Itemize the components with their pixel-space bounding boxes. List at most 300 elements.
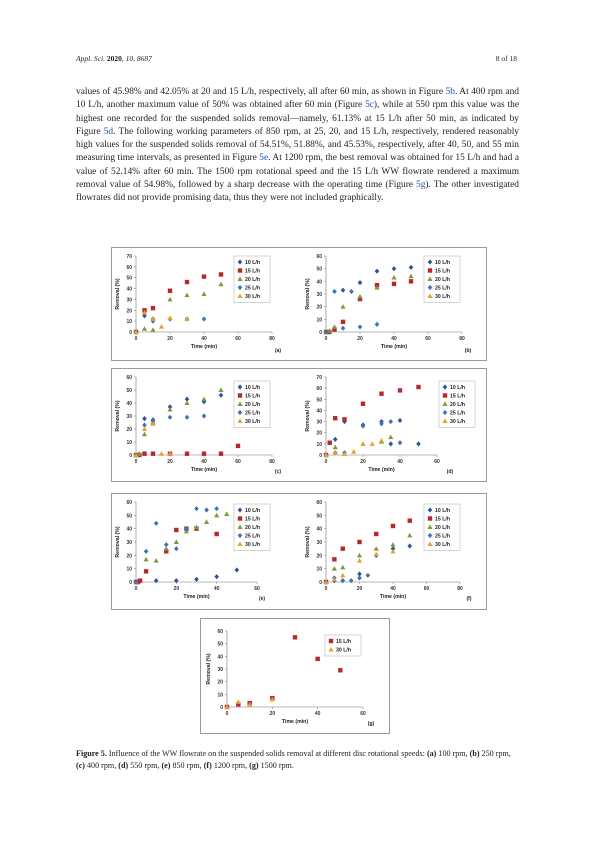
data-point	[357, 558, 362, 563]
legend-marker	[428, 516, 432, 520]
y-tick-label: 40	[316, 526, 322, 533]
data-point	[194, 506, 199, 511]
data-point	[144, 569, 148, 573]
legend-label: 20 L/h	[435, 525, 450, 531]
data-point	[375, 322, 380, 327]
data-point	[342, 451, 347, 456]
data-point	[142, 426, 147, 431]
y-tick-label: 0	[319, 330, 322, 336]
x-axis-label: Time (min)	[380, 344, 408, 350]
y-tick-label: 50	[316, 266, 322, 273]
caption-panel-speed: 250 rpm,	[479, 749, 511, 758]
data-point	[332, 566, 337, 571]
data-point	[138, 578, 142, 582]
legend-label: 20 L/h	[245, 525, 260, 531]
y-tick-label: 20	[126, 553, 132, 560]
data-point	[357, 575, 362, 580]
figure-5-row-3-svg	[112, 494, 486, 609]
data-point	[407, 533, 412, 538]
x-tick-label: 60	[254, 586, 260, 592]
x-tick-label: 0	[324, 586, 328, 592]
chart-legend	[234, 256, 270, 303]
data-point	[349, 289, 354, 294]
legend-label: 25 L/h	[450, 410, 465, 417]
legend-label: 30 L/h	[245, 542, 260, 548]
data-point	[341, 320, 345, 324]
data-point	[219, 452, 223, 456]
x-tick-label: 0	[134, 336, 138, 342]
y-tick-label: 50	[126, 513, 132, 520]
legend-label: 15 L/h	[245, 516, 260, 523]
caption-panel-letter: (a)	[426, 749, 437, 758]
data-point	[390, 549, 395, 554]
y-tick-label: 10	[316, 441, 322, 448]
data-point	[202, 274, 206, 278]
y-tick-label: 30	[126, 297, 132, 304]
y-tick-label: 0	[129, 580, 132, 586]
y-tick-label: 70	[316, 375, 322, 381]
data-point	[349, 578, 354, 583]
data-point	[338, 668, 342, 672]
y-tick-label: 10	[316, 566, 322, 573]
y-axis-label: Removal (%)	[305, 526, 311, 558]
y-tick-label: 40	[217, 654, 223, 661]
data-point	[341, 546, 345, 550]
legend-label: 10 L/h	[245, 508, 260, 514]
y-tick-label: 50	[316, 397, 322, 404]
running-header-journal: Appl. Sci. 2020, 10, 8687	[76, 54, 152, 63]
data-point	[174, 578, 179, 583]
y-tick-label: 40	[126, 286, 132, 293]
x-tick-label: 60	[235, 336, 241, 342]
y-tick-label: 20	[217, 679, 223, 686]
panel-label: (f)	[466, 596, 472, 602]
data-point	[340, 304, 345, 309]
data-point	[202, 316, 207, 321]
data-point	[151, 452, 155, 456]
data-point	[167, 315, 172, 320]
data-point	[342, 417, 346, 421]
legend-label: 30 L/h	[435, 542, 450, 548]
data-point	[168, 289, 172, 293]
data-point	[333, 437, 338, 442]
figure-caption	[76, 748, 519, 772]
legend-label: 30 L/h	[245, 294, 260, 300]
x-tick-label: 80	[459, 336, 465, 342]
data-point	[388, 441, 393, 446]
data-point	[351, 449, 356, 454]
y-axis-label: Removal (%)	[115, 278, 121, 310]
data-point	[214, 532, 218, 536]
legend-label: 20 L/h	[450, 402, 465, 408]
x-tick-label: 60	[235, 459, 241, 465]
data-point	[379, 392, 383, 396]
data-point	[398, 388, 402, 392]
legend-label: 25 L/h	[435, 285, 450, 292]
data-point	[388, 435, 393, 440]
data-point	[332, 577, 337, 582]
y-tick-label: 40	[126, 401, 132, 407]
data-point	[391, 524, 395, 528]
x-tick-label: 60	[423, 586, 430, 592]
data-point	[214, 574, 219, 579]
y-tick-label: 40	[126, 526, 132, 533]
y-tick-label: 50	[126, 275, 132, 282]
data-point	[154, 558, 159, 563]
data-point	[332, 557, 336, 561]
caption-panel-speed: 100 rpm,	[436, 749, 470, 758]
y-tick-label: 20	[316, 304, 322, 311]
legend-label: 10 L/h	[245, 260, 260, 266]
x-tick-label: 60	[425, 336, 431, 342]
data-point	[167, 407, 172, 412]
y-tick-label: 60	[316, 500, 322, 506]
legend-marker	[238, 393, 242, 397]
figure-ref-link[interactable]: 5g	[416, 179, 426, 190]
data-point	[202, 452, 206, 456]
y-tick-label: 60	[217, 629, 223, 635]
x-tick-label: 60	[360, 711, 366, 717]
data-point	[361, 402, 365, 406]
legend-label: 10 L/h	[450, 385, 465, 391]
x-tick-label: 60	[434, 459, 440, 465]
data-point	[388, 419, 393, 424]
y-tick-label: 50	[126, 388, 132, 394]
paragraph-text: ), while at 550 rpm this value was the highest one recorded for the suspended solids removal—namely, 61.13% at 15 L/h after 50 min, as indicated by Figure	[76, 100, 519, 137]
legend-marker	[443, 393, 447, 397]
legend-marker	[238, 516, 242, 520]
chart-panel-d	[305, 375, 475, 475]
data-point	[142, 452, 146, 456]
caption-panel-letter: (b)	[469, 749, 480, 758]
legend-label: 20 L/h	[245, 277, 260, 283]
data-point	[379, 438, 384, 443]
x-tick-label: 20	[360, 459, 366, 465]
data-point	[174, 539, 179, 544]
y-tick-label: 40	[316, 408, 322, 415]
data-point	[333, 416, 337, 420]
legend-label: 30 L/h	[435, 294, 450, 300]
data-point	[374, 551, 379, 556]
caption-panel-letter: (c)	[76, 761, 85, 770]
data-point	[332, 289, 337, 294]
chart-legend	[234, 504, 270, 551]
legend-label: 10 L/h	[435, 260, 450, 266]
y-tick-label: 30	[316, 540, 322, 546]
data-point	[333, 445, 338, 450]
data-point	[159, 451, 164, 456]
x-tick-label: 20	[167, 336, 173, 342]
x-axis-label: Time (min)	[281, 719, 309, 725]
chart-panel-b	[305, 254, 472, 354]
data-point	[167, 297, 172, 302]
data-point	[357, 294, 362, 299]
legend-label: 15 L/h	[450, 393, 465, 400]
caption-panel-speed: 1500 rpm.	[258, 761, 294, 770]
x-axis-label: Time (min)	[368, 467, 395, 473]
y-tick-label: 60	[126, 264, 132, 271]
y-tick-label: 0	[319, 453, 322, 459]
x-axis-label: Time (min)	[379, 594, 407, 600]
data-point	[184, 292, 189, 297]
data-point	[416, 385, 420, 389]
data-point	[159, 324, 164, 329]
x-tick-label: 0	[225, 711, 229, 717]
data-point	[408, 518, 412, 522]
data-point	[328, 441, 332, 445]
y-axis-label: Removal (%)	[115, 400, 121, 432]
y-tick-label: 10	[126, 319, 132, 326]
x-tick-label: 20	[269, 711, 276, 717]
legend-label: 10 L/h	[435, 508, 450, 514]
x-tick-label: 0	[134, 586, 138, 592]
data-point	[202, 413, 207, 418]
body-paragraph	[76, 86, 519, 205]
chart-legend	[424, 256, 460, 303]
y-tick-label: 20	[316, 430, 322, 437]
chart-panel-f	[305, 500, 472, 602]
data-point	[214, 513, 219, 518]
data-point	[150, 327, 155, 332]
data-point	[214, 506, 219, 511]
legend-marker	[329, 639, 333, 643]
caption-panel-letter: (f)	[203, 761, 212, 770]
data-point	[194, 577, 199, 582]
chart-panel-e	[115, 500, 270, 602]
paragraph-text: values of 45.98% and 42.05% at 20 and 15 L/h, respectively, all after 60 min, as shown in Figure	[76, 87, 446, 97]
y-tick-label: 0	[319, 580, 322, 586]
data-point	[218, 387, 223, 392]
data-point	[374, 532, 378, 536]
x-axis-label: Time (min)	[190, 344, 218, 350]
caption-label: Figure 5.	[76, 749, 107, 758]
caption-panel-speed: 550 rpm,	[128, 761, 162, 770]
data-point	[370, 441, 375, 446]
figure-5-row-3	[111, 493, 487, 610]
data-point	[151, 306, 155, 310]
data-point	[392, 266, 397, 271]
data-point	[358, 324, 363, 329]
y-tick-label: 70	[126, 254, 132, 260]
y-tick-label: 40	[316, 279, 322, 286]
chart-legend	[439, 381, 475, 428]
figure-5-row-4-svg	[201, 619, 389, 733]
legend-label: 30 L/h	[245, 419, 260, 425]
running-header-page: 8 of 18	[495, 54, 517, 63]
x-tick-label: 20	[357, 336, 363, 342]
data-point	[358, 280, 363, 285]
legend-label: 25 L/h	[245, 285, 260, 292]
y-tick-label: 0	[220, 705, 223, 711]
figure-ref-link[interactable]: 5c	[365, 100, 374, 111]
data-point	[204, 507, 209, 512]
legend-label: 25 L/h	[245, 410, 260, 417]
figure-5-row-2	[111, 368, 487, 482]
legend-label: 15 L/h	[245, 393, 260, 400]
data-point	[219, 272, 223, 276]
data-point	[224, 511, 229, 516]
x-tick-label: 0	[324, 459, 328, 465]
data-point	[218, 282, 223, 287]
x-tick-label: 20	[356, 586, 363, 592]
data-point	[293, 635, 297, 639]
panel-label: (e)	[258, 596, 266, 602]
x-tick-label: 80	[269, 336, 275, 342]
caption-panel-speed: 400 rpm,	[84, 761, 119, 770]
x-tick-label: 40	[397, 459, 403, 465]
data-point	[332, 324, 337, 329]
data-point	[201, 397, 206, 402]
data-point	[357, 553, 362, 558]
x-tick-label: 40	[201, 336, 207, 342]
x-tick-label: 0	[134, 459, 138, 465]
y-tick-label: 10	[316, 317, 322, 324]
panel-label: (b)	[464, 348, 472, 354]
data-point	[340, 573, 345, 578]
data-point	[340, 578, 345, 583]
data-point	[341, 326, 346, 331]
panel-label: (a)	[274, 348, 282, 354]
chart-legend	[325, 635, 361, 656]
data-point	[366, 573, 371, 578]
data-point	[407, 543, 412, 548]
caption-text: Influence of the WW flowrate on the suspended solids removal at different disc rotational speeds:	[106, 749, 427, 758]
chart-panel-a	[115, 254, 281, 354]
x-tick-label: 20	[173, 586, 180, 592]
y-tick-label: 30	[316, 419, 322, 426]
figure-ref-link[interactable]: 5d	[103, 126, 114, 137]
x-tick-label: 40	[201, 459, 207, 465]
data-point	[143, 557, 148, 562]
paragraph-text: . At 400 rpm and 10 L/h, another maximum value of 50% was obtained after 60 min (Figure	[76, 87, 519, 111]
data-point	[185, 280, 189, 284]
data-point	[315, 657, 319, 661]
y-tick-label: 30	[126, 414, 132, 420]
paragraph-text: . The following working parameters of 850 rpm, at 25, 20, and 15 L/h, respectively, rendered reasonably high values for the suspended solids removal of 54.51%, 51.88%, and 45.53%, respectively, after 40, 50, and 55 min measuring time intervals, as presented in Figure	[76, 126, 519, 164]
x-axis-label: Time (min)	[183, 594, 210, 600]
legend-label: 25 L/h	[245, 533, 260, 540]
y-tick-label: 20	[126, 308, 132, 315]
y-tick-label: 0	[129, 453, 132, 459]
data-point	[174, 528, 178, 532]
data-point	[154, 578, 159, 583]
data-point	[236, 444, 240, 448]
x-axis-label: Time (min)	[190, 467, 218, 473]
data-point	[236, 699, 241, 704]
data-point	[174, 546, 179, 551]
y-tick-label: 50	[316, 513, 322, 520]
figure-5-row-1	[111, 247, 487, 361]
caption-panel-letter: (e)	[161, 761, 171, 770]
data-point	[340, 565, 345, 570]
legend-label: 20 L/h	[245, 402, 260, 408]
figure-5-row-2-svg	[112, 369, 486, 481]
legend-label: 10 L/h	[245, 385, 260, 391]
data-point	[144, 549, 149, 554]
data-point	[409, 279, 413, 283]
caption-panel-speed: 850 rpm,	[170, 761, 204, 770]
running-header-year: 2020	[106, 54, 122, 63]
data-point	[398, 418, 403, 423]
x-tick-label: 80	[457, 586, 463, 592]
x-tick-label: 0	[324, 336, 328, 342]
y-axis-label: Removal (%)	[206, 653, 212, 685]
x-tick-label: 80	[269, 459, 275, 465]
y-tick-label: 20	[316, 553, 322, 560]
y-axis-label: Removal (%)	[305, 400, 311, 432]
x-tick-label: 40	[391, 336, 397, 342]
data-point	[374, 546, 379, 551]
legend-marker	[428, 268, 432, 272]
data-point	[185, 415, 190, 420]
y-tick-label: 10	[217, 692, 223, 699]
legend-label: 30 L/h	[450, 419, 465, 425]
caption-panel-speed: 1200 rpm,	[211, 761, 250, 770]
data-point	[416, 441, 421, 446]
legend-label: 15 L/h	[435, 268, 450, 275]
y-axis-label: Removal (%)	[305, 278, 311, 310]
x-tick-label: 40	[213, 586, 220, 592]
panel-label: (c)	[274, 469, 282, 475]
y-tick-label: 10	[126, 440, 132, 446]
chart-panel-g	[206, 629, 375, 727]
data-point	[185, 452, 189, 456]
data-point	[409, 265, 414, 270]
y-tick-label: 60	[126, 375, 132, 381]
legend-label: 15 L/h	[245, 268, 260, 275]
caption-panel-letter: (g)	[249, 761, 259, 770]
data-point	[235, 567, 240, 572]
figure-ref-link[interactable]: 5e	[259, 153, 269, 164]
legend-label: 20 L/h	[435, 277, 450, 283]
y-tick-label: 50	[217, 641, 223, 648]
data-point	[341, 288, 346, 293]
data-point	[154, 521, 159, 526]
data-point	[204, 519, 209, 524]
data-point	[219, 393, 224, 398]
x-tick-label: 20	[167, 459, 173, 465]
chart-panel-c	[115, 375, 281, 475]
paragraph-text: . At 1200 rpm, the best removal was obtained for 15 L/h and had a value of 52.14% after 60 min. The 1500 rpm rotational speed and the 15 L/h WW flowrate rendered a maximum removal value of 54.98%, followed by a sharp decrease with the operating time (Figure	[76, 153, 519, 190]
paragraph-text: ). The other investigated flowrates did not provide promising data, thus they were not included graphically.	[76, 179, 519, 203]
figure-ref-link[interactable]: 5b	[445, 87, 455, 97]
caption-panel-letter: (d)	[118, 761, 129, 770]
y-tick-label: 30	[217, 667, 223, 673]
chart-legend	[234, 381, 270, 428]
y-tick-label: 30	[316, 292, 322, 298]
y-tick-label: 10	[126, 566, 132, 573]
figure-5-row-1-svg	[112, 248, 486, 360]
legend-label: 15 L/h	[435, 516, 450, 523]
panel-label: (g)	[367, 721, 375, 727]
y-tick-label: 0	[129, 330, 132, 336]
data-point	[398, 440, 403, 445]
data-point	[142, 326, 147, 331]
data-point	[184, 400, 189, 405]
x-tick-label: 40	[390, 586, 396, 592]
y-tick-label: 30	[126, 540, 132, 546]
data-point	[360, 441, 365, 446]
figure-5-row-4	[200, 618, 390, 734]
data-point	[392, 282, 396, 286]
data-point	[142, 432, 147, 437]
running-header-volume: , 10, 8687	[121, 54, 152, 63]
chart-legend	[424, 504, 460, 551]
data-point	[201, 291, 206, 296]
data-point	[357, 540, 361, 544]
y-tick-label: 60	[316, 386, 322, 393]
data-point	[168, 415, 173, 420]
